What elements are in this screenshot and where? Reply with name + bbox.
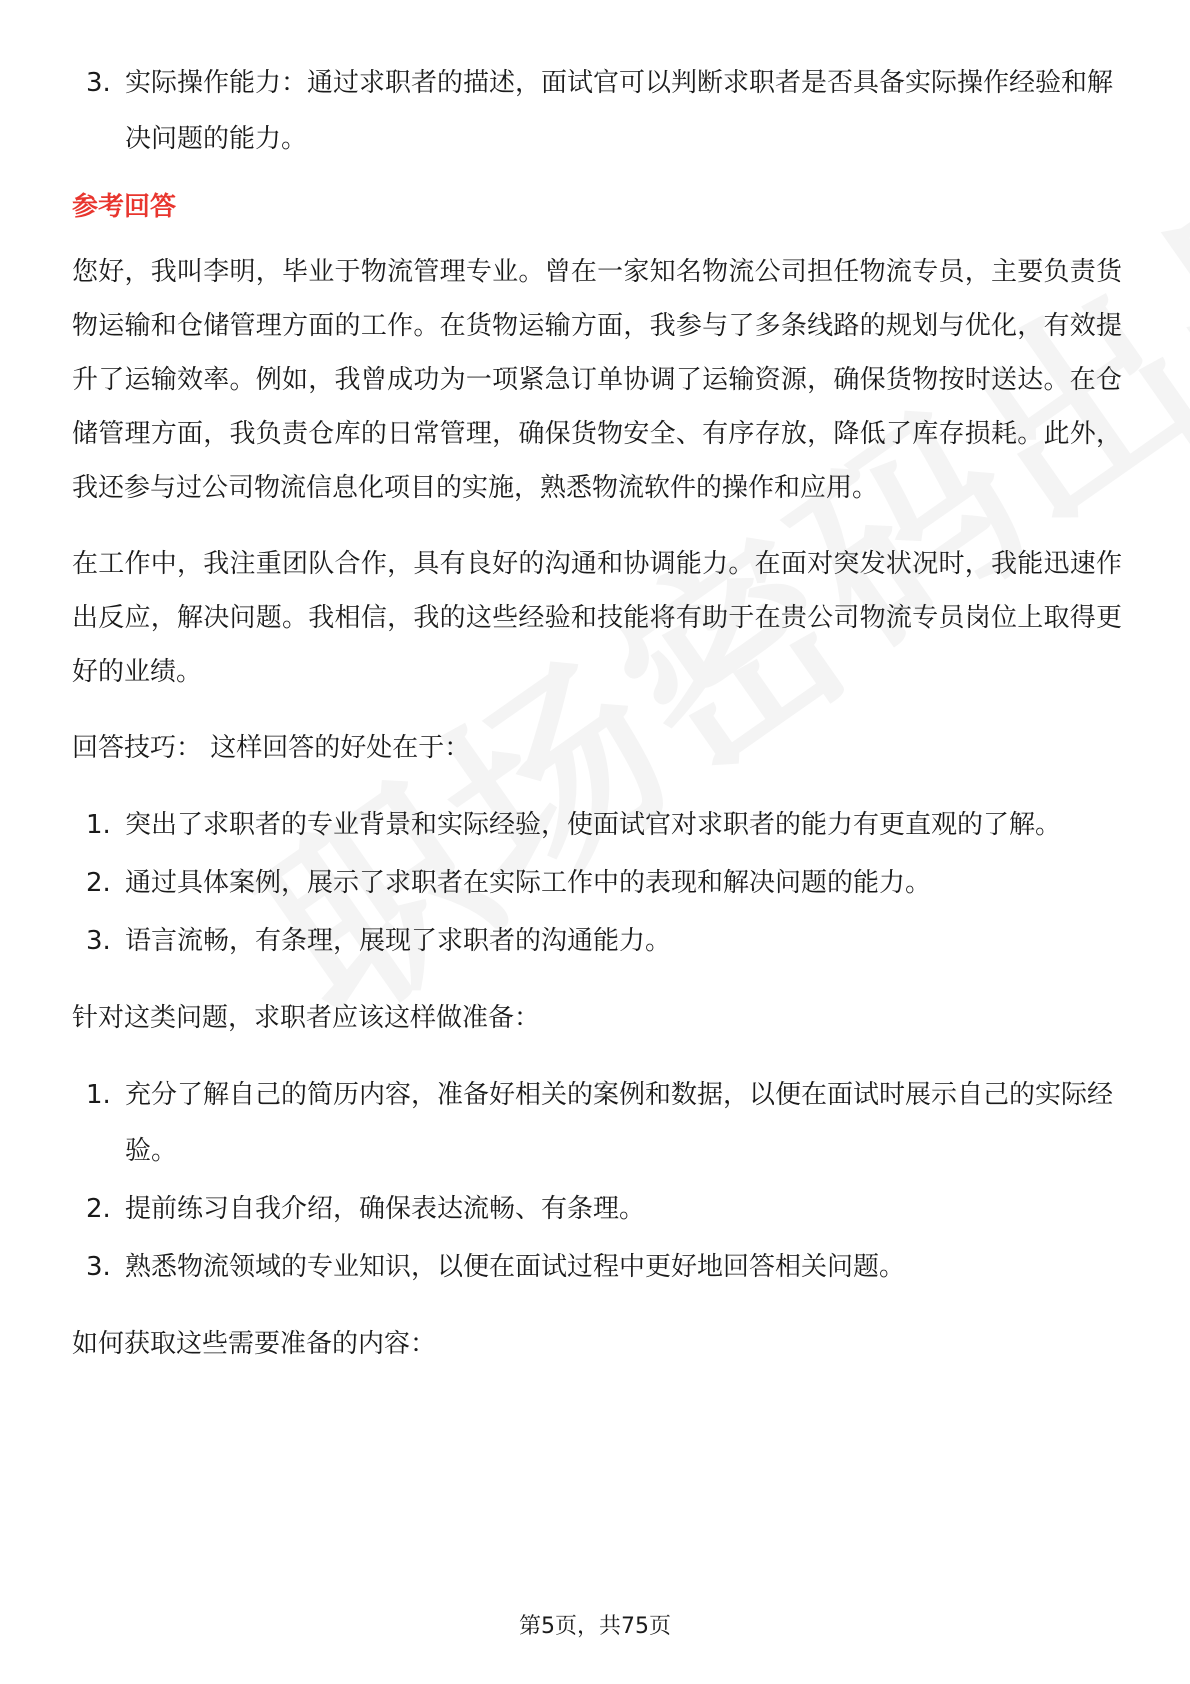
list-item (72, 855, 1122, 911)
list-item (72, 1067, 1122, 1179)
list-item-text: 充分了解自己的简历内容，准备好相关的案例和数据，以便在面试时展示自己的实际经验。 (125, 1080, 1114, 1166)
list-item-text: 突出了求职者的专业背景和实际经验，使面试官对求职者的能力有更直观的了解。 (125, 810, 1062, 840)
list-item-number: 3. (86, 1252, 111, 1282)
list-item-number: 3. (86, 68, 111, 98)
list-item (72, 1239, 1122, 1295)
list-item-number: 2. (86, 1194, 111, 1224)
list-item (72, 797, 1122, 853)
obtain-content-label: 如何获取这些需要准备的内容： (72, 1329, 437, 1359)
list-item (72, 55, 1122, 167)
list-item-text: 语言流畅，有条理，展现了求职者的沟通能力。 (125, 926, 672, 956)
page-number-footer: 第5页，共75页 (519, 1614, 671, 1639)
list-item-text: 熟悉物流领域的专业知识，以便在面试过程中更好地回答相关问题。 (125, 1252, 906, 1282)
list-item-text: 实际操作能力：通过求职者的描述，面试官可以判断求职者是否具备实际操作经验和解决问题的能力。 (125, 68, 1114, 154)
evaluation-points-list (72, 55, 1122, 167)
list-item-text: 提前练习自我介绍，确保表达流畅、有条理。 (125, 1194, 646, 1224)
list-item-number: 1. (86, 1080, 111, 1110)
list-item-number: 2. (86, 868, 111, 898)
list-item (72, 913, 1122, 969)
list-item-number: 1. (86, 810, 111, 840)
tips-list (72, 797, 1122, 969)
answer-paragraph: 您好，我叫李明，毕业于物流管理专业。曾在一家知名物流公司担任物流专员，主要负责货物运输和仓储管理方面的工作。在货物运输方面，我参与了多条线路的规划与优化，有效提升了运输效率。例如，我曾成功为一项紧急订单协调了运输资源，确保货物按时送达。在仓储管理方面，我负责仓库的日常管理，确保货物安全、有序存放，降低了库存损耗。此外，我还参与过公司物流信息化项目的实施，熟悉物流软件的操作和应用。 (72, 257, 1122, 503)
list-item-number: 3. (86, 926, 111, 956)
answer-paragraph: 在工作中，我注重团队合作，具有良好的沟通和协调能力。在面对突发状况时，我能迅速作出反应，解决问题。我相信，我的这些经验和技能将有助于在贵公司物流专员岗位上取得更好的业绩。 (72, 549, 1122, 687)
preparation-label: 针对这类问题，求职者应该这样做准备： (72, 1003, 541, 1033)
section-title: 参考回答 (72, 192, 177, 222)
document-content (72, 55, 1122, 1393)
preparation-list (72, 1067, 1122, 1295)
list-item-text: 通过具体案例，展示了求职者在实际工作中的表现和解决问题的能力。 (125, 868, 932, 898)
list-item (72, 1181, 1122, 1237)
tips-label: 回答技巧： 这样回答的好处在于： (72, 733, 471, 763)
